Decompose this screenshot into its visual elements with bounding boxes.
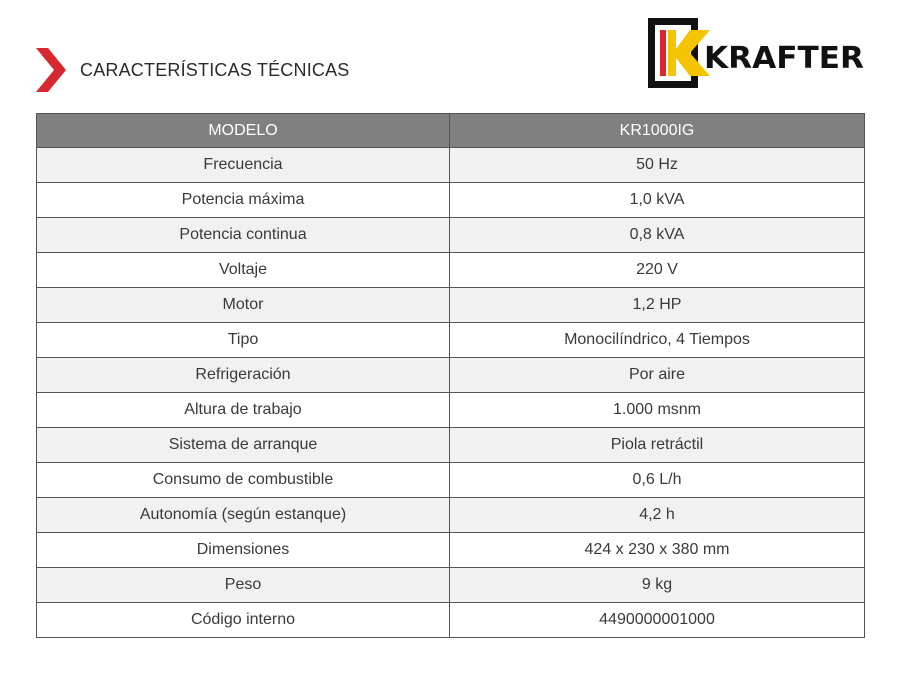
spec-label: Potencia máxima [37, 183, 450, 218]
spec-value: Piola retráctil [450, 428, 865, 463]
spec-label: Altura de trabajo [37, 393, 450, 428]
table-row [37, 603, 865, 638]
model-value-header: KR1000IG [450, 114, 865, 148]
spec-label: Motor [37, 288, 450, 323]
svg-text:KRAFTER: KRAFTER [704, 41, 864, 76]
spec-value: 0,6 L/h [450, 463, 865, 498]
section-title: CARACTERÍSTICAS TÉCNICAS [80, 60, 350, 80]
table-row [37, 148, 865, 183]
table-row [37, 498, 865, 533]
spec-value: 9 kg [450, 568, 865, 603]
table-row [37, 218, 865, 253]
table-row [37, 568, 865, 603]
specifications-table [36, 113, 865, 638]
spec-value: 50 Hz [450, 148, 865, 183]
spec-label: Potencia continua [37, 218, 450, 253]
table-row [37, 323, 865, 358]
spec-label: Código interno [37, 603, 450, 638]
model-header: MODELO [37, 114, 450, 148]
table-row [37, 358, 865, 393]
chevron-right-icon [34, 46, 68, 94]
spec-value: 1.000 msnm [450, 393, 865, 428]
spec-value: 4490000001000 [450, 603, 865, 638]
table-row [37, 253, 865, 288]
spec-label: Voltaje [37, 253, 450, 288]
table-row [37, 393, 865, 428]
spec-label: Autonomía (según estanque) [37, 498, 450, 533]
krafter-logo [646, 16, 868, 90]
table-header-row [37, 114, 865, 148]
spec-value: Monocilíndrico, 4 Tiempos [450, 323, 865, 358]
table-row [37, 533, 865, 568]
spec-label: Dimensiones [37, 533, 450, 568]
spec-value: 0,8 kVA [450, 218, 865, 253]
table-row [37, 183, 865, 218]
spec-value: Por aire [450, 358, 865, 393]
table-row [37, 463, 865, 498]
spec-label: Peso [37, 568, 450, 603]
table-row [37, 428, 865, 463]
spec-value: 220 V [450, 253, 865, 288]
table-row [37, 288, 865, 323]
spec-label: Refrigeración [37, 358, 450, 393]
spec-label: Frecuencia [37, 148, 450, 183]
spec-label: Consumo de combustible [37, 463, 450, 498]
spec-value: 4,2 h [450, 498, 865, 533]
spec-value: 1,0 kVA [450, 183, 865, 218]
spec-value: 1,2 HP [450, 288, 865, 323]
spec-label: Sistema de arranque [37, 428, 450, 463]
spec-value: 424 x 230 x 380 mm [450, 533, 865, 568]
spec-label: Tipo [37, 323, 450, 358]
